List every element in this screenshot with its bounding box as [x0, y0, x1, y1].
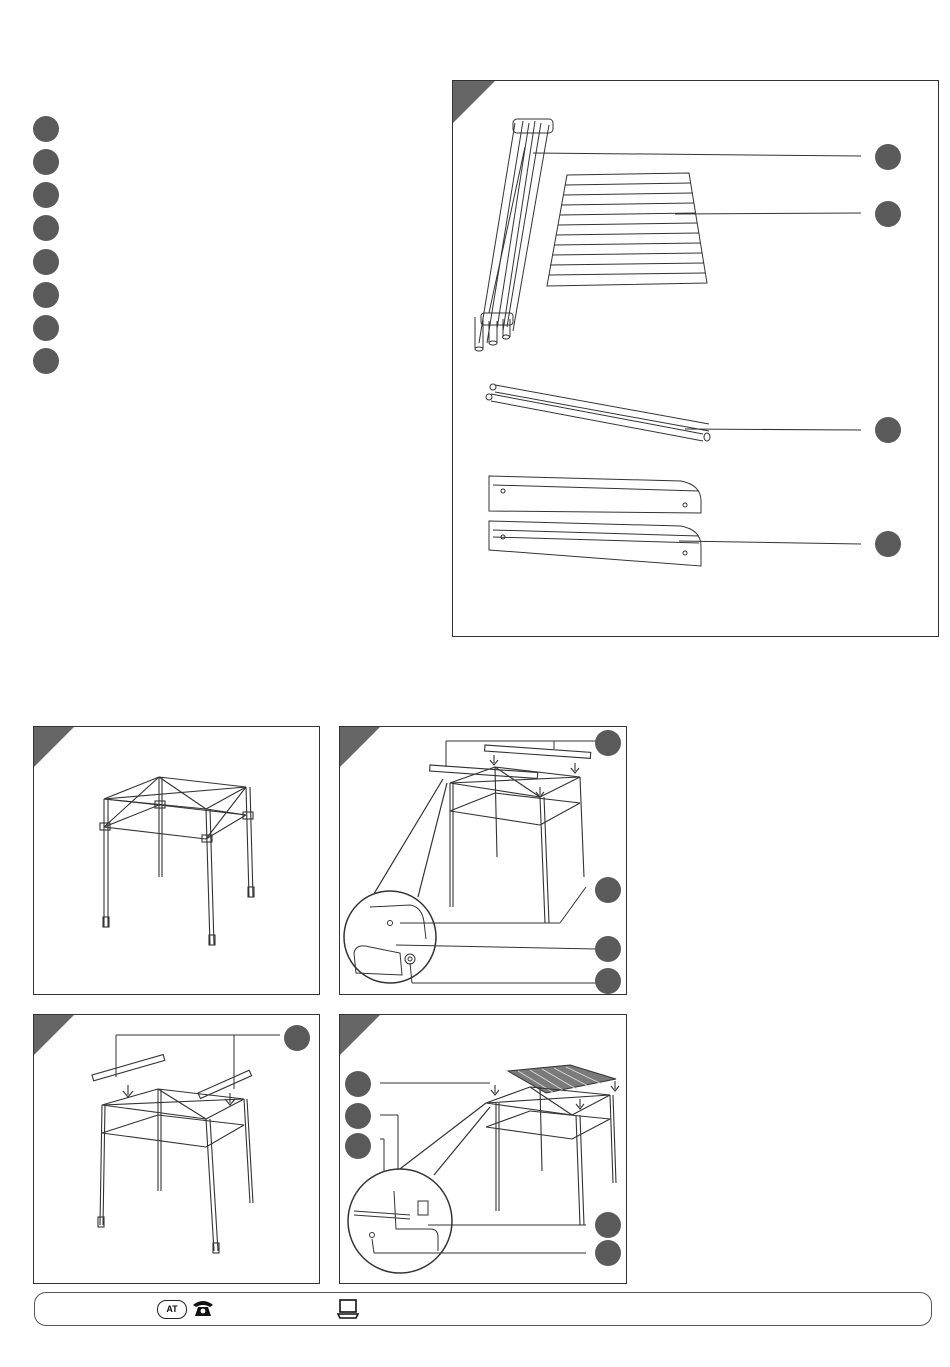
overview-callout-rails: [875, 531, 901, 557]
step-3-panel: [33, 1014, 320, 1284]
laptop-icon: [337, 1298, 359, 1325]
step-4-panel: [339, 1014, 627, 1284]
step-4-callout-top: [345, 1071, 371, 1097]
part-callout-2: [33, 149, 59, 175]
step-4-callout-clip: [595, 1212, 621, 1238]
step-2-callout-bar: [595, 730, 621, 756]
step-2-callout-pin: [595, 936, 621, 962]
parts-overview-panel: [452, 80, 939, 637]
step-3-callout-bar: [284, 1025, 310, 1051]
service-footer: [34, 1292, 932, 1326]
part-callout-6: [33, 282, 59, 308]
step-3-illustration: [34, 1015, 321, 1285]
overview-callout-top: [875, 201, 901, 227]
part-callout-5: [33, 249, 59, 275]
step-1-illustration: [34, 727, 321, 996]
step-2-callout-lock: [595, 968, 621, 994]
step-1-panel: [33, 726, 320, 995]
step-4-illustration: [340, 1015, 628, 1285]
part-callout-3: [33, 182, 59, 208]
overview-callout-bars: [875, 417, 901, 443]
part-callout-4: [33, 215, 59, 241]
parts-overview-illustration: [453, 81, 940, 638]
part-callout-8: [33, 348, 59, 374]
overview-callout-frame: [875, 144, 901, 170]
country-badge: AT: [157, 1300, 187, 1319]
phone-icon: [191, 1298, 215, 1323]
step-2-callout-rail: [595, 877, 621, 903]
step-4-callout-pin: [595, 1240, 621, 1266]
part-callout-1: [33, 116, 59, 142]
step-4-callout-slat: [345, 1133, 371, 1159]
part-callout-7: [33, 315, 59, 341]
step-4-callout-rail: [345, 1103, 371, 1129]
step-2-panel: [339, 726, 627, 995]
step-2-illustration: [340, 727, 628, 996]
